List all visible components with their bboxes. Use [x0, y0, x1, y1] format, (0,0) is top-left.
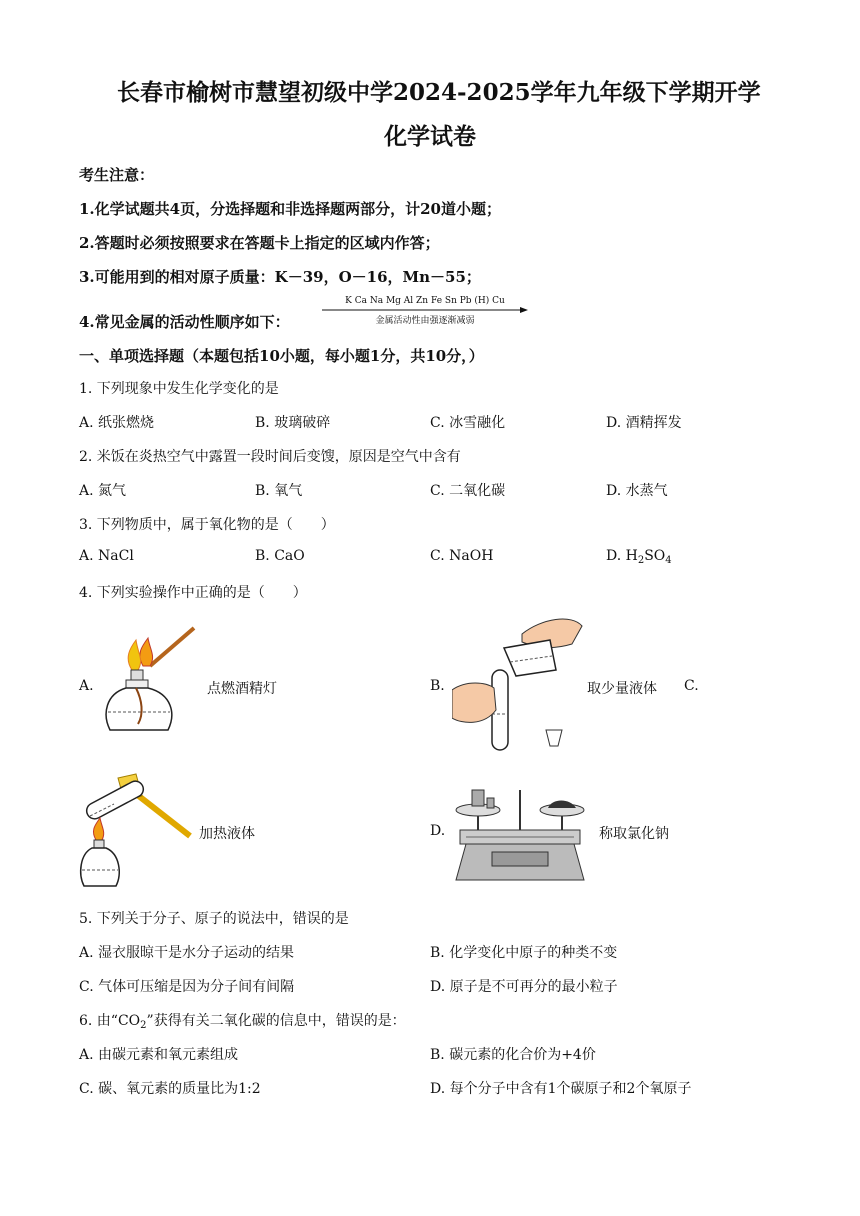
- option-c: C. 碳、氧元素的质量比为1:2: [79, 1081, 261, 1097]
- page-title: 长春市榆树市慧望初级中学2024-2025学年九年级下学期开学: [117, 79, 761, 106]
- option-a-text: 点燃酒精灯: [207, 681, 277, 697]
- option-b: B. 玻璃破碎: [255, 415, 331, 431]
- page-subtitle: 化学试卷: [384, 123, 476, 150]
- option-d: D. 水蒸气: [606, 483, 668, 499]
- question-stem: 3. 下列物质中，属于氧化物的是（ ）: [79, 517, 335, 533]
- option-c: C. NaOH: [430, 548, 494, 564]
- option-c-letter: C.: [684, 678, 699, 694]
- option-d: D. $H_2SO_4$: [606, 548, 672, 566]
- balance-scale-figure: [452, 780, 588, 884]
- question-stem: 5. 下列关于分子、原子的说法中，错误的是: [79, 911, 349, 927]
- option-a: A. 由碳元素和氧元素组成: [79, 1047, 239, 1063]
- option-b: B. 氧气: [255, 483, 303, 499]
- alcohol-lamp-lighting-figure: [98, 624, 198, 742]
- option-b: B. 碳元素的化合价为+4价: [430, 1047, 596, 1063]
- notice-item: 2.答题时必须按照要求在答题卡上指定的区域内作答；: [79, 234, 440, 252]
- activity-series: [322, 296, 528, 326]
- option-c: C. 气体可压缩是因为分子间有间隔: [79, 979, 295, 995]
- option-a-letter: A.: [79, 678, 94, 694]
- option-a: A. 纸张燃烧: [79, 415, 155, 431]
- option-b-letter: B.: [430, 678, 445, 694]
- option-b: B. 化学变化中原子的种类不变: [430, 945, 618, 961]
- option-a: A. 湿衣服晾干是水分子运动的结果: [79, 945, 295, 961]
- option-a: A. NaCl: [79, 548, 134, 564]
- activity-series-caption: 金属活动性由强逐渐减弱: [375, 316, 475, 326]
- option-d: D. 原子是不可再分的最小粒子: [430, 979, 618, 995]
- option-c: C. 冰雪融化: [430, 415, 506, 431]
- option-a: A. 氮气: [79, 483, 127, 499]
- notice-heading: 考生注意：: [79, 166, 155, 184]
- option-d-letter: D.: [430, 823, 446, 839]
- question-stem: 4. 下列实验操作中正确的是（ ）: [79, 585, 307, 601]
- option-d-text: 称取氯化钠: [599, 826, 669, 842]
- option-d: D. 酒精挥发: [606, 415, 682, 431]
- option-d: D. 每个分子中含有1个碳原子和2个氧原子: [430, 1081, 692, 1097]
- notice-item: 3.可能用到的相对原子质量：K－39，O－16，Mn－55；: [79, 268, 481, 286]
- notice-item: 1.化学试题共4页，分选择题和非选择题两部分，计20道小题；: [79, 200, 501, 218]
- notice-item: 4.常见金属的活动性顺序如下：: [79, 313, 290, 331]
- option-c-text: 加热液体: [199, 826, 255, 842]
- question-stem: 6. 由“$CO_2$”获得有关二氧化碳的信息中，错误的是：: [79, 1013, 406, 1031]
- question-stem: 2. 米饭在炎热空气中露置一段时间后变馊，原因是空气中含有: [79, 449, 461, 465]
- question-stem: 1. 下列现象中发生化学变化的是: [79, 381, 279, 397]
- option-c: C. 二氧化碳: [430, 483, 506, 499]
- heating-test-tube-figure: [78, 770, 193, 890]
- pouring-liquid-figure: [452, 614, 587, 754]
- option-b: B. CaO: [255, 548, 305, 564]
- section-heading: 一、单项选择题（本题包括10小题，每小题1分，共10分，）: [79, 347, 484, 365]
- option-b-text: 取少量液体: [587, 681, 657, 697]
- activity-series-metals: K Ca Na Mg Al Zn Fe Sn Pb (H) Cu: [345, 296, 505, 306]
